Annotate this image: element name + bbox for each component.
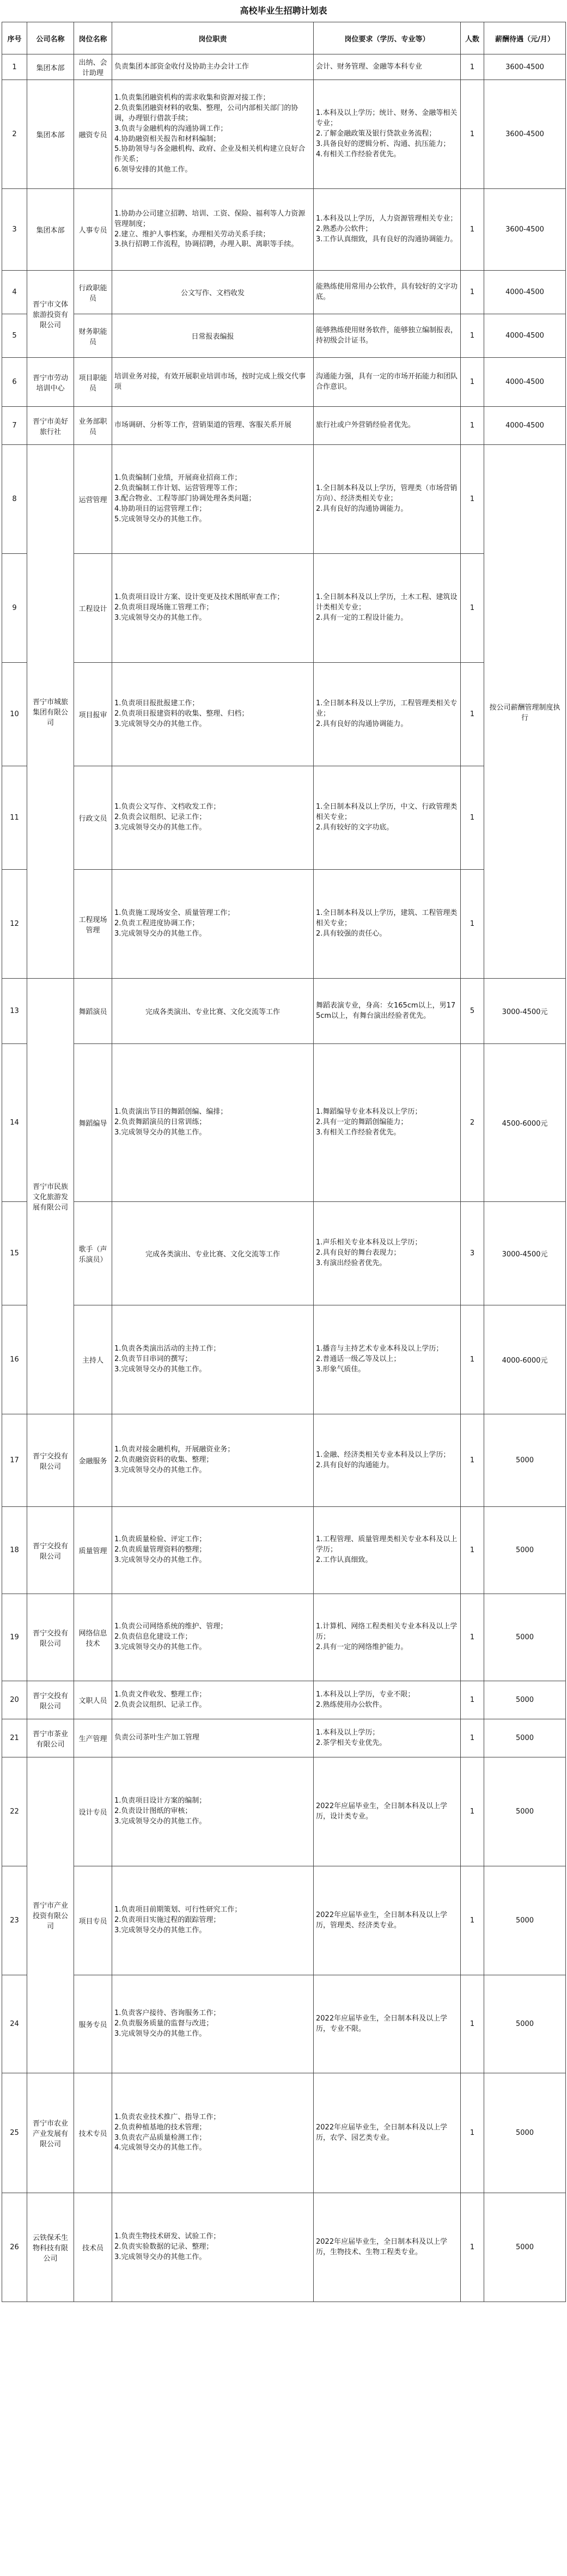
cell-seq: 26 [2, 2193, 27, 2302]
cell-requirements: 舞蹈表演专业，身高：女165cm以上，男175cm以上，有舞台演出经验者优先。 [314, 979, 461, 1044]
header-duties: 岗位职责 [112, 22, 314, 54]
cell-seq: 3 [2, 189, 27, 271]
cell-requirements: 1.本科及以上学历； 2.茶学相关专业优先。 [314, 1719, 461, 1757]
cell-position: 网络信息技术 [74, 1594, 112, 1681]
cell-count: 5 [461, 979, 484, 1044]
header-count: 人数 [461, 22, 484, 54]
cell-requirements: 1.播音与主持艺术专业本科及以上学历； 2.普通话一级乙等及以上； 3.形象气质佳。 [314, 1305, 461, 1414]
cell-duties: 1.负责生物技术研发、试验工作； 2.负责实验数据的记录、整理； 3.完成领导交办的其他工作。 [112, 2193, 314, 2302]
cell-duties: 1.负责项目设计方案的编制； 2.负责设计图纸的审核； 3.完成领导交办的其他工作。 [112, 1757, 314, 1866]
cell-company: 集团本部 [27, 80, 74, 189]
cell-count: 3 [461, 1202, 484, 1305]
cell-duties: 1.负责质量检验、评定工作； 2.负责质量管理资料的整理； 3.完成领导交办的其他工作。 [112, 1507, 314, 1594]
cell-position: 服务专员 [74, 1975, 112, 2073]
cell-position: 业务部职员 [74, 407, 112, 445]
header-requirements: 岗位要求（学历、专业等） [314, 22, 461, 54]
cell-duties: 1.协助办公司建立招聘、培训、工资、保险、福利等人力资源管理制度； 2.建立、维护人事档案，办理相关劳动关系手续； 3.执行招聘工作流程，协调招聘，办理入职、离职等手续。 [112, 189, 314, 271]
header-company: 公司名称 [27, 22, 74, 54]
cell-salary: 5000 [484, 2193, 566, 2302]
cell-seq: 24 [2, 1975, 27, 2073]
cell-company: 晋宁市农业产业发展有限公司 [27, 2073, 74, 2193]
table-row [2, 54, 566, 80]
cell-requirements: 沟通能力强，具有一定的市场开拓能力和团队合作意识。 [314, 358, 461, 407]
cell-position: 融资专员 [74, 80, 112, 189]
cell-requirements: 1.计算机、网络工程类相关专业本科及以上学历； 2.具有一定的网络维护能力。 [314, 1594, 461, 1681]
cell-seq: 6 [2, 358, 27, 407]
cell-duties: 负责集团本部资金收付及协助主办会计工作 [112, 54, 314, 80]
cell-seq: 14 [2, 1044, 27, 1202]
table-row [2, 2073, 566, 2193]
cell-position: 歌手（声乐演员） [74, 1202, 112, 1305]
cell-salary: 3000-4500元 [484, 979, 566, 1044]
cell-count: 1 [461, 80, 484, 189]
cell-requirements: 能熟练使用常用办公软件，具有较好的文字功底。 [314, 271, 461, 314]
cell-requirements: 2022年应届毕业生，全日制本科及以上学历，设计类专业。 [314, 1757, 461, 1866]
cell-company: 晋宁市城旅集团有限公司 [27, 445, 74, 979]
table-row [2, 1975, 566, 2073]
cell-company: 晋宁交投有限公司 [27, 1414, 74, 1507]
cell-position: 财务职能员 [74, 314, 112, 358]
cell-requirements: 1.金融、经济类相关专业本科及以上学历； 2.具有良好的沟通能力。 [314, 1414, 461, 1507]
cell-position: 金融服务 [74, 1414, 112, 1507]
cell-seq: 1 [2, 54, 27, 80]
cell-count: 1 [461, 554, 484, 663]
recruitment-table [2, 22, 566, 2302]
cell-salary: 5000 [484, 1594, 566, 1681]
cell-count: 1 [461, 1757, 484, 1866]
cell-duties: 培训业务对接，有效开展职业培训市场，按时完成上级交代事项 [112, 358, 314, 407]
cell-seq: 2 [2, 80, 27, 189]
cell-duties: 市场调研、分析等工作，营销渠道的管理、客服关系开展 [112, 407, 314, 445]
cell-position: 人事专员 [74, 189, 112, 271]
cell-count: 1 [461, 1507, 484, 1594]
cell-position: 工程现场管理 [74, 870, 112, 979]
cell-position: 运营管理 [74, 445, 112, 554]
cell-salary: 4000-4500 [484, 407, 566, 445]
cell-seq: 21 [2, 1719, 27, 1757]
cell-requirements: 1.本科及以上学历，人力资源管理相关专业； 2.熟悉办公软件； 3.工作认真细致，具有良好的沟通协调能力。 [314, 189, 461, 271]
cell-position: 技术专员 [74, 2073, 112, 2193]
cell-salary: 4000-4500 [484, 358, 566, 407]
cell-company: 晋宁市茶业有限公司 [27, 1719, 74, 1757]
cell-salary: 3600-4500 [484, 80, 566, 189]
cell-duties: 1.负责演出节目的舞蹈创编、编排； 2.负责舞蹈演员的日常训练； 3.完成领导交办的其他工作。 [112, 1044, 314, 1202]
cell-count: 1 [461, 189, 484, 271]
table-row [2, 1719, 566, 1757]
cell-salary: 5000 [484, 2073, 566, 2193]
cell-salary: 5000 [484, 1975, 566, 2073]
cell-duties: 1.负责集团融资机构的需求收集和资源对接工作； 2.负责集团融资材料的收集、整理，公司内部相关部门的协调，办理银行借款手续； 3.负责与金融机构的沟通协调工作； 4.协助融资相关报告和材料编制； 5.协助领导与各金融机构、政府、企业及相关机构建立良好合作关系； 6.领导安排的其他工作。 [112, 80, 314, 189]
cell-duties: 1.负责各类演出活动的主持工作； 2.负责节目串词的撰写； 3.完成领导交办的其他工作。 [112, 1305, 314, 1414]
cell-count: 1 [461, 766, 484, 870]
cell-count: 1 [461, 271, 484, 314]
cell-duties: 完成各类演出、专业比赛、文化交流等工作 [112, 1202, 314, 1305]
cell-company: 晋宁交投有限公司 [27, 1594, 74, 1681]
cell-duties: 1.负责文件收发、整理工作； 2.负责会议组织、记录工作。 [112, 1681, 314, 1719]
cell-requirements: 2022年应届毕业生，全日制本科及以上学历，管理类、经济类专业。 [314, 1866, 461, 1975]
cell-seq: 17 [2, 1414, 27, 1507]
cell-count: 1 [461, 2193, 484, 2302]
cell-position: 出纳、会计助理 [74, 54, 112, 80]
cell-count: 1 [461, 407, 484, 445]
table-row [2, 1681, 566, 1719]
header-seq: 序号 [2, 22, 27, 54]
cell-count: 1 [461, 1681, 484, 1719]
cell-duties: 1.负责对接金融机构，开展融资业务； 2.负责融资资料的收集、整理； 3.完成领导交办的其他工作。 [112, 1414, 314, 1507]
cell-seq: 15 [2, 1202, 27, 1305]
cell-requirements: 2022年应届毕业生，全日制本科及以上学历，专业不限。 [314, 1975, 461, 2073]
table-row [2, 1044, 566, 1202]
cell-company: 晋宁交投有限公司 [27, 1681, 74, 1719]
cell-duties: 1.负责编制门业绩，开展商业招商工作； 2.负责编制工作计划、运营管理等工作； 3.配合物业、工程等部门协调处理各类问题； 4.协助项目的运营管理工作； 5.完成领导交办的其他工作。 [112, 445, 314, 554]
cell-count: 1 [461, 1305, 484, 1414]
cell-duties: 1.负责施工现场安全、质量管理工作； 2.负责工程进度协调工作； 3.完成领导交办的其他工作。 [112, 870, 314, 979]
cell-requirements: 1.全日制本科及以上学历，土木工程、建筑设计类相关专业； 2.具有一定的工程设计能力。 [314, 554, 461, 663]
cell-seq: 4 [2, 271, 27, 314]
cell-duties: 公文写作、文档收发 [112, 271, 314, 314]
cell-count: 1 [461, 2073, 484, 2193]
table-row [2, 407, 566, 445]
cell-salary: 4000-6000元 [484, 1305, 566, 1414]
cell-company: 晋宁市民族文化旅游发展有限公司 [27, 979, 74, 1414]
cell-position: 舞蹈演员 [74, 979, 112, 1044]
cell-seq: 22 [2, 1757, 27, 1866]
table-row [2, 358, 566, 407]
table-row [2, 189, 566, 271]
cell-count: 1 [461, 1866, 484, 1975]
cell-seq: 12 [2, 870, 27, 979]
table-row [2, 445, 566, 554]
cell-salary: 5000 [484, 1507, 566, 1594]
cell-duties: 1.负责客户接待、咨询服务工作； 2.负责服务质量的监督与改进； 3.完成领导交办的其他工作。 [112, 1975, 314, 2073]
cell-seq: 7 [2, 407, 27, 445]
cell-requirements: 1.全日制本科及以上学历，建筑、工程管理类相关专业； 2.具有较强的责任心。 [314, 870, 461, 979]
cell-salary: 5000 [484, 1866, 566, 1975]
cell-position: 工程设计 [74, 554, 112, 663]
cell-seq: 19 [2, 1594, 27, 1681]
cell-salary: 5000 [484, 1757, 566, 1866]
cell-position: 生产管理 [74, 1719, 112, 1757]
table-row [2, 80, 566, 189]
cell-seq: 25 [2, 2073, 27, 2193]
cell-position: 质量管理 [74, 1507, 112, 1594]
cell-requirements: 旅行社或户外营销经验者优先。 [314, 407, 461, 445]
table-row [2, 1305, 566, 1414]
cell-duties: 日常报表编报 [112, 314, 314, 358]
cell-duties: 1.负责公文写作、文档收发工作； 2.负责会议组织、记录工作； 3.完成领导交办的其他工作。 [112, 766, 314, 870]
cell-count: 1 [461, 1719, 484, 1757]
cell-requirements: 会计、财务管理、金融等本科专业 [314, 54, 461, 80]
cell-salary: 4000-4500 [484, 271, 566, 314]
cell-position: 舞蹈编导 [74, 1044, 112, 1202]
cell-company: 晋宁市文体旅游投资有限公司 [27, 271, 74, 358]
cell-company: 集团本部 [27, 189, 74, 271]
header-salary: 薪酬待遇（元/月） [484, 22, 566, 54]
cell-company: 晋宁交投有限公司 [27, 1507, 74, 1594]
cell-count: 1 [461, 870, 484, 979]
cell-requirements: 1.本科及以上学历，专业不限； 2.熟练使用办公软件。 [314, 1681, 461, 1719]
cell-salary: 3000-4500元 [484, 1202, 566, 1305]
cell-requirements: 1.声乐相关专业本科及以上学历； 2.具有良好的舞台表现力； 3.有演出经验者优先。 [314, 1202, 461, 1305]
cell-duties: 1.负责项目设计方案、设计变更及技术图纸审查工作； 2.负责项目现场施工管理工作； 3.完成领导交办的其他工作。 [112, 554, 314, 663]
cell-requirements: 1.全日制本科及以上学历，工程管理类相关专业； 2.具有良好的沟通协调能力。 [314, 663, 461, 766]
table-row [2, 663, 566, 766]
cell-requirements: 能够熟练使用财务软件，能够独立编制报表，持初级会计证书。 [314, 314, 461, 358]
cell-count: 1 [461, 1975, 484, 2073]
cell-salary: 5000 [484, 1719, 566, 1757]
table-row [2, 979, 566, 1044]
cell-requirements: 1.全日制本科及以上学历，中文、行政管理类相关专业； 2.具有较好的文字功底。 [314, 766, 461, 870]
cell-seq: 10 [2, 663, 27, 766]
cell-position: 设计专员 [74, 1757, 112, 1866]
table-row [2, 1866, 566, 1975]
cell-duties: 完成各类演出、专业比赛、文化交流等工作 [112, 979, 314, 1044]
cell-company: 晋宁市产业投资有限公司 [27, 1757, 74, 2073]
cell-salary: 4500-6000元 [484, 1044, 566, 1202]
table-row [2, 766, 566, 870]
cell-seq: 16 [2, 1305, 27, 1414]
cell-count: 1 [461, 1594, 484, 1681]
cell-duties: 1.负责农业技术推广、指导工作； 2.负责种植基地的技术管理； 3.负责农产品质量检测工作； 4.完成领导交办的其他工作。 [112, 2073, 314, 2193]
cell-seq: 23 [2, 1866, 27, 1975]
cell-position: 行政文员 [74, 766, 112, 870]
cell-count: 1 [461, 54, 484, 80]
table-row [2, 870, 566, 979]
cell-requirements: 2022年应届毕业生，全日制本科及以上学历，生物技术、生物工程类专业。 [314, 2193, 461, 2302]
cell-salary: 按公司薪酬管理制度执行 [484, 445, 566, 979]
table-row [2, 1202, 566, 1305]
table-row [2, 1414, 566, 1507]
table-row [2, 554, 566, 663]
table-row [2, 1757, 566, 1866]
cell-duties: 1.负责公司网络系统的维护、管理； 2.负责信息化建设工作； 3.完成领导交办的其他工作。 [112, 1594, 314, 1681]
cell-count: 1 [461, 1414, 484, 1507]
document-title: 高校毕业生招聘计划表 [240, 5, 327, 16]
cell-seq: 11 [2, 766, 27, 870]
table-row [2, 2193, 566, 2302]
cell-duties: 负责公司茶叶生产加工管理 [112, 1719, 314, 1757]
cell-company: 云铁保禾生物科技有限公司 [27, 2193, 74, 2302]
cell-position: 项目职能员 [74, 358, 112, 407]
cell-duties: 1.负责项目前期策划、可行性研究工作； 2.负责项目实施过程的跟踪管理； 3.完成领导交办的其他工作。 [112, 1866, 314, 1975]
cell-position: 项目专员 [74, 1866, 112, 1975]
cell-requirements: 1.本科及以上学历；统计、财务、金融等相关专业； 2.了解金融政策及银行贷款业务流程； 3.具备良好的逻辑分析、沟通、抗压能力； 4.有相关工作经验者优先。 [314, 80, 461, 189]
cell-position: 主持人 [74, 1305, 112, 1414]
cell-company: 晋宁市劳动培训中心 [27, 358, 74, 407]
cell-requirements: 2022年应届毕业生，全日制本科及以上学历，农学、园艺类专业。 [314, 2073, 461, 2193]
cell-company: 集团本部 [27, 54, 74, 80]
cell-seq: 9 [2, 554, 27, 663]
cell-salary: 5000 [484, 1681, 566, 1719]
cell-seq: 20 [2, 1681, 27, 1719]
cell-count: 2 [461, 1044, 484, 1202]
cell-position: 技术员 [74, 2193, 112, 2302]
cell-salary: 3600-4500 [484, 189, 566, 271]
header-position: 岗位名称 [74, 22, 112, 54]
cell-count: 1 [461, 314, 484, 358]
cell-salary: 4000-4500 [484, 314, 566, 358]
cell-seq: 8 [2, 445, 27, 554]
cell-company: 晋宁市美好旅行社 [27, 407, 74, 445]
cell-count: 1 [461, 358, 484, 407]
cell-seq: 13 [2, 979, 27, 1044]
table-row [2, 271, 566, 314]
cell-salary: 5000 [484, 1414, 566, 1507]
cell-count: 1 [461, 663, 484, 766]
table-header-row [2, 22, 566, 54]
cell-requirements: 1.舞蹈编导专业本科及以上学历； 2.具有一定的舞蹈创编能力； 3.有相关工作经验者优先。 [314, 1044, 461, 1202]
table-row [2, 1507, 566, 1594]
cell-duties: 1.负责项目报批报建工作； 2.负责项目报建资料的收集、整理、归档； 3.完成领导交办的其他工作。 [112, 663, 314, 766]
cell-salary: 3600-4500 [484, 54, 566, 80]
cell-position: 行政职能员 [74, 271, 112, 314]
cell-requirements: 1.全日制本科及以上学历，管理类（市场营销方向）、经济类相关专业； 2.具有良好的沟通协调能力。 [314, 445, 461, 554]
cell-count: 1 [461, 445, 484, 554]
cell-seq: 18 [2, 1507, 27, 1594]
cell-position: 项目报审 [74, 663, 112, 766]
table-row [2, 1594, 566, 1681]
cell-position: 文职人员 [74, 1681, 112, 1719]
cell-requirements: 1.工程管理、质量管理类相关专业本科及以上学历； 2.工作认真细致。 [314, 1507, 461, 1594]
cell-seq: 5 [2, 314, 27, 358]
table-row [2, 314, 566, 358]
